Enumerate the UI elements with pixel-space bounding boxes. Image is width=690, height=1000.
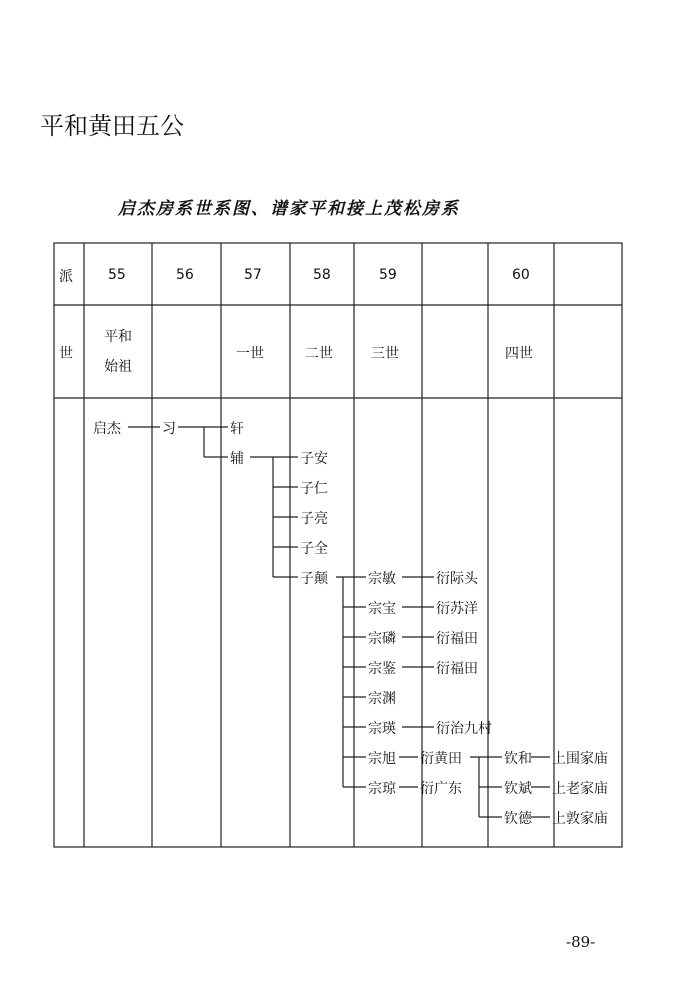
header-label-shi: 世 [59,346,73,362]
place-guangdong: 衍广东 [420,781,462,797]
tree-connectors [128,427,550,817]
temple-shanglao: 上老家庙 [552,781,608,797]
chart-title: 启杰房系世系图、谱家平和接上茂松房系 [118,199,460,219]
person-qin-he: 钦和 [504,751,532,767]
place-suyang: 衍苏洋 [436,601,478,617]
person-qin-bin: 钦斌 [504,781,532,797]
header-label-pai: 派 [59,269,73,285]
gen-number-56: 56 [176,267,194,283]
temple-shangdun: 上敦家庙 [552,811,608,827]
gen-label-1: 一世 [236,346,264,362]
gen-number-57: 57 [244,267,262,283]
temple-shangwei: 上围家庙 [552,751,608,767]
person-zong-yuan: 宗渊 [368,691,396,707]
place-zhijiu: 衍治九村 [436,721,492,737]
gen-label-shizu: 始祖 [104,359,132,375]
gen-number-58: 58 [313,267,331,283]
gen-label-4: 四世 [505,346,533,362]
gen-number-55: 55 [108,267,126,283]
person-xuan: 轩 [230,421,244,437]
person-zi-ren: 子仁 [300,481,328,497]
person-zi-quan: 子全 [300,541,328,557]
person-zong-min: 宗敏 [368,571,396,587]
person-zong-bao: 宗宝 [368,601,396,617]
place-jitou: 衍际头 [436,571,478,587]
person-fu: 辅 [230,451,244,467]
page-number: -89- [566,933,596,951]
gen-label-3: 三世 [371,346,399,362]
person-qijie: 启杰 [93,421,121,437]
gen-label-2: 二世 [305,346,333,362]
person-zi-liang: 子亮 [300,511,328,527]
person-zong-ying: 宗瑛 [368,721,396,737]
person-zong-xu: 宗旭 [368,751,396,767]
person-zi-dian: 子颠 [300,571,328,587]
person-zong-qiong: 宗琼 [368,781,396,797]
place-huangtian: 衍黄田 [420,751,462,767]
person-qin-de: 钦德 [504,811,532,827]
gen-number-60: 60 [512,267,530,283]
person-xi: 习 [162,421,176,437]
page-title: 平和黄田五公 [40,112,184,140]
gen-label-pinghe: 平和 [104,329,132,345]
place-futian-1: 衍福田 [436,631,478,647]
person-zi-an: 子安 [300,451,328,467]
gen-number-59: 59 [379,267,397,283]
place-futian-2: 衍福田 [436,661,478,677]
person-zong-jian: 宗鉴 [368,661,396,677]
person-zong-lin: 宗磷 [368,631,396,647]
